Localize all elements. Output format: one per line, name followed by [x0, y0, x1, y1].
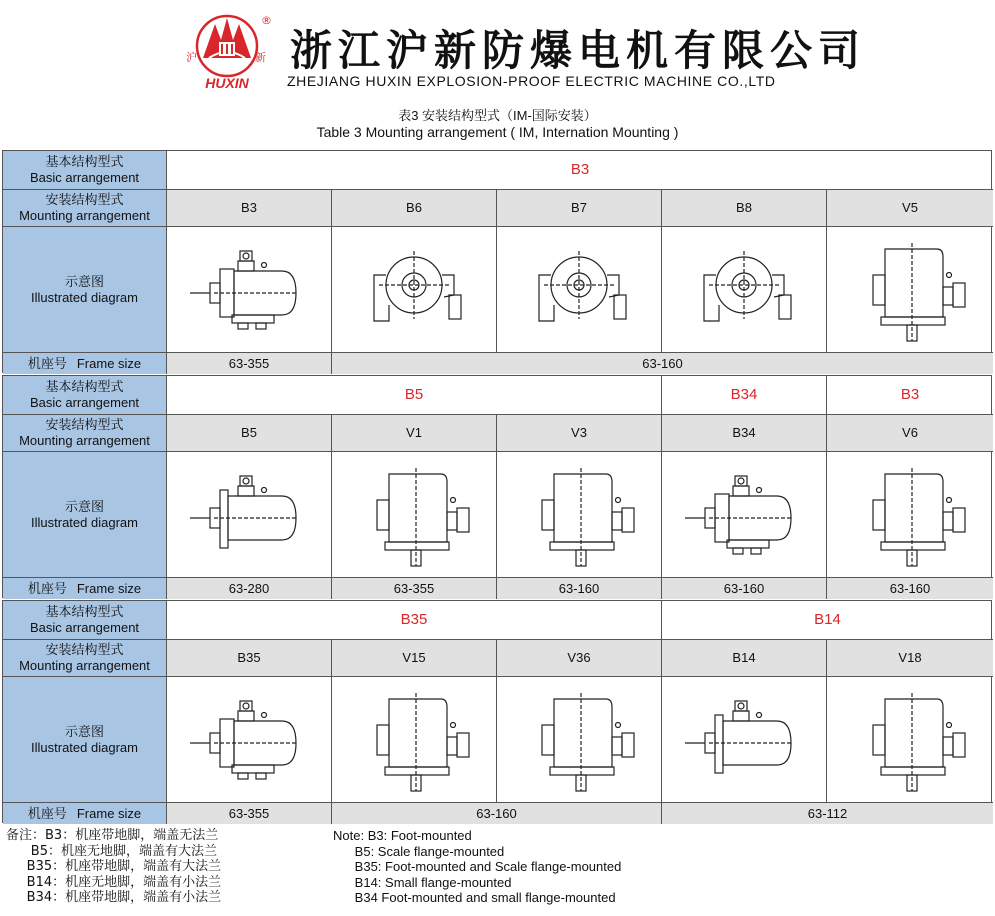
mounting-cell: V18	[827, 640, 993, 677]
diagram-cell	[497, 227, 662, 353]
mounting-row	[3, 415, 991, 452]
basic-row	[3, 601, 991, 640]
mounting-row	[3, 640, 991, 677]
frame-label: 机座号 Frame size	[3, 803, 167, 824]
motor-horizontal-flange-diagram	[679, 685, 809, 795]
notes-cn-line: B5：机座无地脚，端盖有大法兰	[30, 843, 217, 859]
mounting-cell: B14	[662, 640, 827, 677]
mounting-cell: V15	[332, 640, 497, 677]
frame-cell: 63-355	[167, 353, 332, 374]
frame-cell: 63-355	[167, 803, 332, 824]
frame-cell: 63-112	[662, 803, 993, 824]
diagram-row	[3, 452, 991, 578]
diagram-cell	[662, 677, 827, 803]
notes-en-line: B14: Small flange-mounted	[354, 874, 512, 890]
notes-en	[333, 828, 621, 906]
notes-en-line: B35: Foot-mounted and Scale flange-mounted	[354, 859, 622, 874]
mounting-cell: B7	[497, 190, 662, 227]
mounting-label: 安装结构型式 Mounting arrangement	[3, 190, 167, 227]
company-name-cn: 浙江沪新防爆电机有限公司	[290, 26, 867, 75]
basic-value: B34	[662, 376, 827, 415]
logo-side-right: 新	[255, 51, 266, 64]
basic-label: 基本结构型式 Basic arrangement	[3, 601, 167, 640]
logo-registered: ®	[261, 14, 272, 27]
motor-vertical-diagram	[845, 685, 975, 795]
diagram-label: 示意图 Illustrated diagram	[3, 227, 167, 353]
motor-end-view-diagram	[514, 235, 644, 345]
diagram-cell	[497, 677, 662, 803]
motor-vertical-diagram	[514, 685, 644, 795]
mounting-cell: V36	[497, 640, 662, 677]
notes-cn-line: B14：机座无地脚，端盖有小法兰	[26, 874, 222, 890]
diagram-cell	[332, 452, 497, 578]
motor-end-view-diagram	[679, 235, 809, 345]
frame-label: 机座号 Frame size	[3, 578, 167, 599]
notes-en-line: B3: Foot-mounted	[367, 828, 472, 843]
mounting-cell: B6	[332, 190, 497, 227]
mounting-label: 安装结构型式 Mounting arrangement	[3, 415, 167, 452]
table-block-1	[2, 150, 992, 373]
notes-cn-label: 备注：	[6, 828, 46, 843]
frame-cell: 63-280	[167, 578, 332, 599]
notes-cn-line: B3：机座带地脚，端盖无法兰	[45, 828, 219, 843]
basic-value: B3	[167, 151, 993, 190]
basic-value: B5	[167, 376, 662, 415]
basic-label: 基本结构型式 Basic arrangement	[3, 376, 167, 415]
frame-row	[3, 578, 991, 599]
diagram-cell	[827, 677, 993, 803]
frame-cell: 63-160	[662, 578, 827, 599]
diagram-cell	[662, 227, 827, 353]
notes-en-line: B34 Foot-mounted and small flange-mounted	[354, 890, 616, 905]
motor-vertical-diagram	[514, 460, 644, 570]
motor-end-view-diagram	[349, 235, 479, 345]
table-block-3	[2, 600, 992, 823]
diagram-cell	[827, 452, 993, 578]
mounting-cell: B5	[167, 415, 332, 452]
diagram-cell	[497, 452, 662, 578]
table-title-cn: 表3 安装结构型式（IM-国际安装）	[398, 108, 597, 123]
diagram-cell	[332, 677, 497, 803]
diagram-row	[3, 227, 991, 353]
diagram-cell	[332, 227, 497, 353]
diagram-cell	[167, 452, 332, 578]
diagram-label: 示意图 Illustrated diagram	[3, 677, 167, 803]
basic-value: B14	[662, 601, 993, 640]
mounting-row	[3, 190, 991, 227]
notes-cn-line: B34：机座带地脚，端盖有小法兰	[26, 890, 222, 905]
frame-cell: 63-160	[827, 578, 993, 599]
motor-horizontal-foot-diagram	[184, 235, 314, 345]
mounting-cell: B3	[167, 190, 332, 227]
basic-label: 基本结构型式 Basic arrangement	[3, 151, 167, 190]
company-name-en: ZHEJIANG HUXIN EXPLOSION-PROOF ELECTRIC MACHINE CO.,LTD	[287, 73, 776, 89]
notes-en-line: B5: Scale flange-mounted	[354, 843, 505, 859]
mounting-cell: V5	[827, 190, 993, 227]
frame-cell: 63-160	[497, 578, 662, 599]
diagram-label: 示意图 Illustrated diagram	[3, 452, 167, 578]
mounting-cell: B8	[662, 190, 827, 227]
motor-vertical-diagram	[845, 460, 975, 570]
motor-horizontal-foot-diagram	[679, 460, 809, 570]
diagram-cell	[167, 677, 332, 803]
table-block-2	[2, 375, 992, 598]
notes-en-label: Note:	[333, 828, 365, 843]
mounting-cell: V1	[332, 415, 497, 452]
diagram-cell	[827, 227, 993, 353]
mounting-cell: V6	[827, 415, 993, 452]
mounting-cell: B34	[662, 415, 827, 452]
huxin-logo	[183, 6, 273, 92]
frame-cell: 63-160	[332, 353, 993, 374]
table-title-en: Table 3 Mounting arrangement ( IM, Internation Mounting )	[316, 124, 679, 140]
diagram-row	[3, 677, 991, 803]
mounting-cell: B35	[167, 640, 332, 677]
motor-horizontal-flange-diagram	[184, 460, 314, 570]
frame-cell: 63-160	[332, 803, 662, 824]
basic-value: B35	[167, 601, 662, 640]
mounting-label: 安装结构型式 Mounting arrangement	[3, 640, 167, 677]
motor-horizontal-foot-diagram	[184, 685, 314, 795]
logo-side-left: 沪	[186, 51, 197, 64]
frame-cell: 63-355	[332, 578, 497, 599]
frame-row	[3, 353, 991, 374]
motor-vertical-diagram	[349, 460, 479, 570]
basic-value: B3	[827, 376, 993, 415]
basic-row	[3, 376, 991, 415]
diagram-cell	[662, 452, 827, 578]
logo-wordmark: HUXIN	[205, 75, 249, 91]
notes-cn-line: B35：机座带地脚，端盖有大法兰	[26, 859, 222, 874]
frame-row	[3, 803, 991, 824]
mounting-cell: V3	[497, 415, 662, 452]
motor-vertical-diagram	[845, 235, 975, 345]
notes-cn	[6, 828, 221, 906]
basic-row	[3, 151, 991, 190]
motor-vertical-diagram	[349, 685, 479, 795]
diagram-cell	[167, 227, 332, 353]
frame-label: 机座号 Frame size	[3, 353, 167, 374]
